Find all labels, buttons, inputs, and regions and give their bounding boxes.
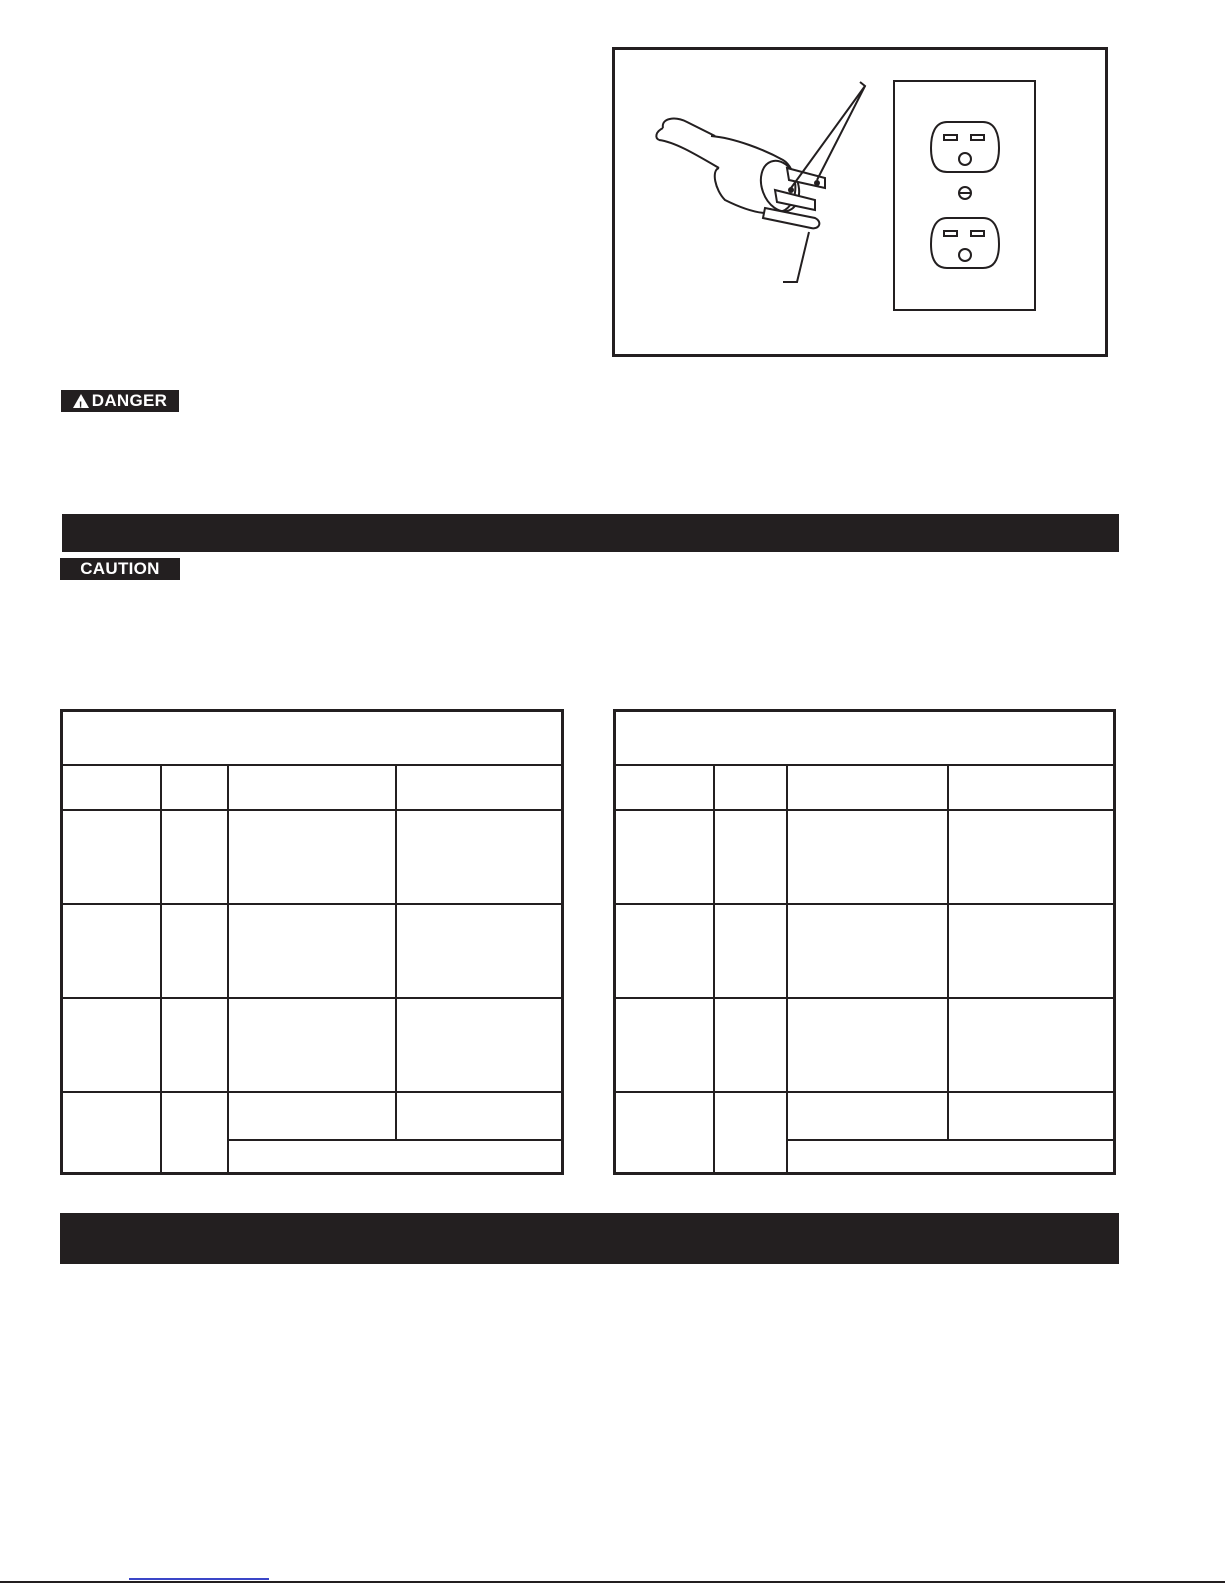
cord-end: [656, 128, 663, 140]
table-rule: [616, 764, 1113, 766]
callout-prongs-b: [791, 86, 865, 188]
table-rule: [616, 997, 1113, 999]
extension-cord-table-right: [613, 709, 1116, 1175]
cord-outline-bottom: [659, 140, 719, 168]
section-header-bar: [62, 514, 1119, 552]
plug-outlet-figure: [612, 47, 1108, 357]
section-header-bar: [60, 1213, 1119, 1264]
ground-pin: [763, 208, 819, 228]
slot-lower-left: [944, 231, 957, 236]
outlet-plate: [894, 81, 1035, 310]
table-rule: [616, 903, 1113, 905]
ground-hole-lower: [959, 249, 971, 261]
table-col-rule: [160, 764, 162, 1172]
slot-lower-right: [971, 231, 984, 236]
footer-rule: [0, 1581, 1225, 1583]
table-col-rule: [786, 764, 788, 1172]
table-col-rule: [713, 764, 715, 1172]
prong-hole-1: [815, 181, 819, 185]
table-rule: [616, 1091, 1113, 1093]
callout-ground: [783, 232, 809, 282]
table-rule: [63, 764, 561, 766]
table-rule: [63, 997, 561, 999]
plug-outlet-drawing: [615, 50, 1105, 354]
table-col-rule: [947, 764, 949, 1139]
caution-badge: [60, 558, 180, 580]
danger-label: DANGER: [91, 391, 168, 410]
caution-label: CAUTION: [80, 559, 160, 578]
table-rule: [616, 809, 1113, 811]
table-rule: [228, 1139, 561, 1141]
ground-hole-upper: [959, 153, 971, 165]
danger-badge: [61, 390, 179, 412]
table-col-rule: [395, 764, 397, 1139]
table-col-rule: [227, 764, 229, 1172]
slot-upper-left: [944, 135, 957, 140]
slot-upper-right: [971, 135, 984, 140]
extension-cord-table-left: [60, 709, 564, 1175]
table-rule: [787, 1139, 1113, 1141]
footer-link-underline[interactable]: [129, 1578, 269, 1580]
prong-hole-2: [789, 188, 793, 192]
table-rule: [63, 903, 561, 905]
table-rule: [63, 809, 561, 811]
cord-outline-top: [663, 119, 715, 136]
table-rule: [63, 1091, 561, 1093]
warning-triangle-icon: [73, 394, 89, 408]
